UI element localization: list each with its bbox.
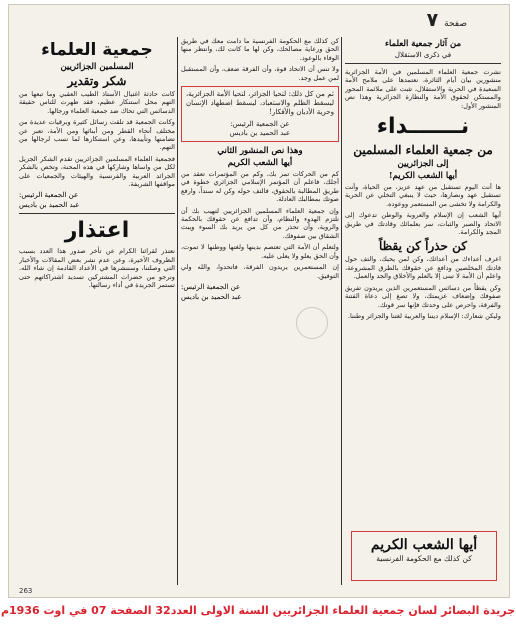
- column-divider: [177, 37, 178, 585]
- section-kicker-sub: في ذكرى الاستقلال: [394, 51, 452, 59]
- paragraph: اعرف أعداءك من أعدائك، وكن لمن يحبك، والتف حول قادتك المخلصين ودافع عن حقوقك بالطرق المشروعة، واعلم أن الأمة لا تبنى إلا بالعلم والأخلاق والجد والعمل.: [345, 255, 501, 281]
- box-title: أيها الشعب الكريم: [370, 537, 478, 553]
- paragraph: وإن جمعية العلماء المسلمين الجزائريين لتهيب بك أن تلتزم الهدوء والنظام، وأن تدافع عن حقوقك بالحكمة والروية، وأن تحذر من كل من يريد بك السوء ويبث الشقاق بين صفوفك.: [181, 206, 339, 240]
- column-right: [345, 37, 501, 585]
- paragraph: إن المستعمرين يريدون الفرقة، فاتحدوا، والله ولي التوفيق.: [181, 263, 339, 280]
- paragraph: ها أنت اليوم تستقبل من عهد عزيز، من الحياة، وأنت تستقبل عهد ونصارها، حيث لا ينبغي التخلي عن الحرية والكرامة ولا تخشى من المستعمر ووعوده.: [345, 183, 501, 208]
- caption: جريدة البصائر لسان جمعية العلماء الجزائريين السنة الاولى العدد32 الصفحة 07 في اوت 1936م: [0, 604, 516, 617]
- section-subtitle: المسلمين الجزائريين: [60, 62, 134, 72]
- paragraph: وليكن شعارك: الإسلام ديننا والعربية لغتنا والجزائر وطننا.: [347, 311, 501, 320]
- oh-people-heading: أيها الشعب الكريم!: [388, 171, 458, 182]
- call-subheading: من جمعية العلماء المسلمين: [353, 143, 493, 158]
- paragraph: فجمعية العلماء المسلمين الجزائريين تقدم الشكر الجزيل لكل من واساها وشاركها في هذه المحنة، وتخص بالشكر الجرائد العربية والفرنسية والهيئات والجمعيات على مواقفها الشريفة.: [19, 154, 175, 189]
- paragraph: ولتعلم أن الأمة التي تعتصم بدينها ولغتها ووطنها لا تموت، وأن الحق يعلو ولا يعلى عليه.: [181, 243, 339, 260]
- highlight-box-slogans: [181, 86, 339, 142]
- thanks-heading: شكر وتقدير: [67, 74, 127, 88]
- paragraph: كم من الحركات تمر بك، وكم من المؤتمرات تعقد من أجلك، فاعلم أن المؤتمر الإسلامي الجزائري خطوة في طريق المطالبة بالحقوق، فالتف حوله وكن له سنداً، وارفع صوتك بمطالبك العادلة.: [181, 170, 339, 204]
- signature-org: عن الجمعية الرئيس:: [19, 191, 79, 200]
- box-signature: عبد الحميد بن باديس: [229, 129, 291, 138]
- footer-number: 263: [19, 587, 33, 595]
- apology-heading: اعتذار: [64, 218, 130, 244]
- call-heading: نـــــــداء: [376, 114, 470, 140]
- oh-people-heading-2: أيها الشعب الكريم: [227, 158, 293, 169]
- section-title: جمعية العلماء: [41, 40, 153, 60]
- paragraph: وكن يقظاً من دسائس المستعمرين الذين يريدون تفريق صفوفك وإضعاف عزيمتك، ولا تصغ إلى دعاة الفتنة والفرقة، واحرص على وحدتك فإنها سر قوتك.: [345, 283, 501, 309]
- highlight-box-bottom: [351, 531, 497, 581]
- paragraph: ولا تنس أن الاتحاد قوة، وأن الفرقة ضعف، وأن المستقبل لمن عمل وجد.: [181, 65, 339, 82]
- box-text: كن كذلك مع الحكومة الفرنسية: [376, 554, 472, 563]
- paragraph: وكانت الجمعية قد تلقت رسائل كثيرة وبرقيات عديدة من مختلف أنحاء القطر ومن أبنائها ومن الأمة، تعبر عن تضامنها وتأييدها، وعن استنكارها لما نسب لرجالها من التهم.: [19, 118, 175, 152]
- library-stamp-icon: [296, 307, 328, 339]
- column-left: [19, 37, 175, 585]
- column-divider: [341, 37, 342, 585]
- to-people-heading: إلى الجزائريين: [397, 159, 449, 170]
- box-text: ثم من كل ذلك: لتحيا الجزائر، لتحيا الأمة الجزائرية، ليسقط الظلم والاستعباد، ليسقط اضطهاد الإنسان وحرية الأديان والأفكار!: [186, 90, 334, 117]
- signature-org: عن الجمعية الرئيس:: [181, 282, 241, 291]
- box-org: عن الجمعية الرئيس:: [230, 120, 290, 129]
- paragraph: كن كذلك مع الحكومة الفرنسية ما دامت معك في طريق الحق ورعاية مصالحك، وكن لها ما كانت لك، وانتظر منها الوفاء بالوعود.: [181, 37, 339, 62]
- intro-paragraph: نشرت جمعية العلماء المسلمين في الأمة الجزائرية منشورين بيان أيام الثائرة، نعتمدها على ملامح الأمة السعيدة في الحرية والاستقلال، تثبت على ملائمة المحور والمستكن لحقوق الأمة والنظارة الجزائرية وهذا نص المنشور الأول:: [345, 68, 501, 110]
- divider: [19, 213, 175, 214]
- page-number: صفحة ٧: [426, 9, 467, 31]
- section-kicker: من آثار جمعية العلماء: [384, 39, 462, 49]
- signature: عبد الحميد بن باديس: [181, 292, 242, 301]
- paragraph: نعتذر لقرائنا الكرام عن تأخر صدور هذا العدد بسبب الظروف الأخيرة، وعن عدم نشر بعض المقالات والأخبار التي وصلتنا، وسننشرها في الأعداد القادمة إن شاء الله. ونرجو من حضرات المشتركين تسديد اشتراكاتهم حتى تستمر الجريدة في أداء رسالتها.: [19, 247, 175, 290]
- paragraph: أيها الشعب إن الإسلام والعروبة والوطن تدعوك إلى الاتحاد والصبر والثبات، سر بعلمائك وقادتك في طريق المجد والكرامة.: [345, 211, 501, 237]
- warn-heading: كن حذراً كن يقظاً: [379, 239, 467, 254]
- divider: [345, 63, 501, 64]
- paragraph: كانت حادثة اغتيال الأستاذ الطيب العقبي وما تبعها من التهم محل استنكار عظيم، فقد ظهرت للناس حقيقة الدسائس التي تحاك ضد جمعية العلماء ورجالها.: [19, 90, 175, 115]
- columns: [19, 37, 501, 585]
- newspaper-page: [8, 4, 510, 598]
- second-statement-heading: وهذا نص المنشور الثاني: [217, 146, 303, 157]
- signature: عبد الحميد بن باديس: [19, 201, 80, 210]
